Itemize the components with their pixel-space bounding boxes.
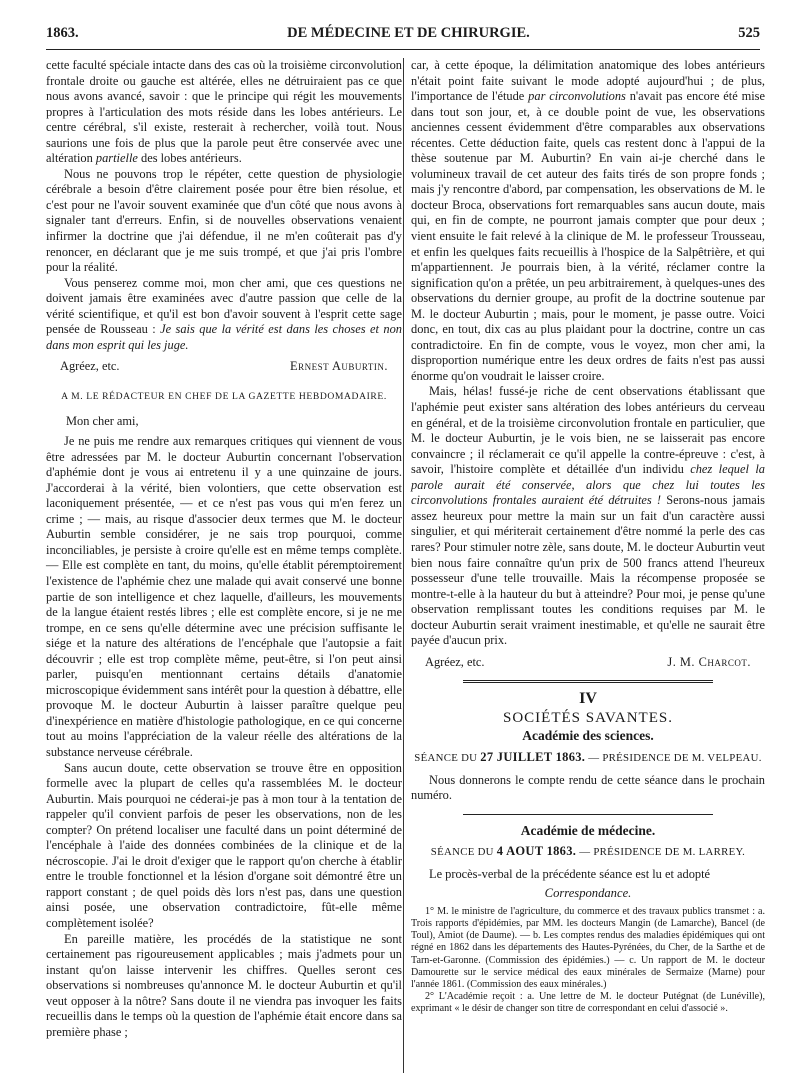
running-header [46, 22, 760, 44]
correspondance-list [411, 906, 765, 1016]
seance-line: SÉANCE DU 27 JUILLET 1863. — PRÉSIDENCE DE M. VELPEAU. [414, 749, 762, 764]
author-name: Ernest Auburtin. [290, 359, 388, 374]
section-rule [463, 680, 713, 683]
correspondance-heading: Correspondance. [544, 886, 632, 901]
letter-heading: A M. LE RÉDACTEUR EN CHEF DE LA GAZETTE HEBDOMADAIRE. [61, 390, 387, 402]
column-divider [403, 58, 404, 1073]
paragraph: cette faculté spéciale intacte dans des cas où la troisième circonvolution frontale droite ou gauche est altérée, elles ne détruiraient pas ce que nous avons avancé, savoir : que le principe qui régit les mouvements propres à l'articulation des mots réside dans les lobes antérieurs. Le centre cérébral, s'il existe, resterait à rechercher, voilà tout. Nous saurions une fois de plus que la parole peut être conservée avec une altération partielle des lobes antérieurs. [46, 58, 402, 166]
signature-charcot [411, 655, 765, 671]
section-number: IV [579, 690, 597, 708]
section-subtitle: Académie des sciences. [522, 728, 654, 744]
paragraph: Nous ne pouvons trop le répéter, cette question de physiologie cérébrale a besoin d'être clairement posée pour être bien résolue, et c'est pour ne l'avoir souvent examinée que d'un côté que nous avons à signaler tant d'erreurs. Enfin, si de nouvelles observations venaient infirmer la doctrine que j'ai défendue, il ne m'en coûterait pas d'y renoncer, en déclarant que je me suis trompé, et que j'ai pris l'ombre pour la réalité. [46, 166, 402, 275]
section-title: SOCIÉTÉS SAVANTES. [503, 709, 673, 726]
signature-auburtin [46, 359, 402, 375]
seance-line: SÉANCE DU 4 AOUT 1863. — PRÉSIDENCE DE M. LARREY. [430, 844, 746, 859]
left-column [46, 58, 402, 1040]
closing: Agréez, etc. [60, 359, 120, 374]
header-title: DE MÉDECINE ET DE CHIRURGIE. [287, 24, 530, 41]
salutation: Mon cher ami, [66, 414, 139, 429]
header-rule [46, 49, 760, 50]
paragraph: Nous donnerons le compte rendu de cette séance dans le prochain numéro. [411, 772, 765, 803]
right-column [411, 58, 765, 1016]
author-name: J. M. Charcot. [667, 654, 751, 669]
list-item: 2° L'Académie reçoit : a. Une lettre de M. le docteur Putégnat (de Lunéville), exprimant « le désir de changer son titre de correspondant en celui d'associé ». [411, 991, 765, 1015]
closing: Agréez, etc. [425, 654, 485, 669]
page-number: 525 [738, 24, 760, 41]
paragraph: Je ne puis me rendre aux remarques critiques qui viennent de vous être adressées par M. le docteur Auburtin concernant l'observation d'aphémie dont je vous ai entretenu il y a une quinzaine de jours. J'accorderai à la vérité, bien volontiers, que cette observation est laconiquement présentée, — et ce n'est pas vous qui m'en ferez un crime ; — mais, au risque d'associer deux termes que M. le docteur Auburtin semble considérer, je ne sais trop pourquoi, comme inconciliables, je persiste à croire qu'elle est en même temps complète. — Elle est complète en tant, du moins, qu'elle établit péremptoirement l'existence de l'aphémie chez une malade qui avait conservé une bonne partie de son intelligence et chez laquelle, d'ailleurs, les mouvements de la langue étaient restés libres ; elle est complète encore, si je ne me trompe, en ce sens qu'elle détermine avec une précision suffisante le siége et la nature des altérations de l'encéphale que l'autopsie a fait découvrir ; elle est trop complète même, peut-être, si l'on peut ainsi parler, puisqu'en mentionnant certains détails d'anatomie microscopique évidemment sans intérêt pour la question à débattre, elle provoque M. le docteur Auburtin à laisser paraître quelque peu d'inexpérience en matière d'histologie pathologique, en ce qui concerne tout au moins l'appréciation de la valeur réelle des altérations de la substance nerveuse cérébrale. [46, 434, 402, 759]
section-subtitle: Académie de médecine. [520, 822, 656, 838]
paragraph: Le procès-verbal de la précédente séance est lu et adopté [429, 866, 711, 881]
paragraph: En pareille matière, les procédés de la statistique ne sont certainement pas rigoureusement applicables ; mais j'admets pour un instant qu'on laisse intervenir les chiffres. Quelles seront ces observations si nombreuses qu'annonce M. le docteur Auburtin et qu'il veut opposer à la nôtre? Sans doute il ne viendra pas invoquer les faits recueillis dans le temps où la question de l'aphémie était encore dans sa première phase ; [46, 931, 402, 1039]
paragraph: Sans aucun doute, cette observation se trouve être en opposition formelle avec la plupart de celles qu'a rassemblées M. le docteur Auburtin. Mais pourquoi ne céderai-je pas à mon tour à la tentation de rappeler qu'il convient parfois de peser les observations, non de les compter? On prétend localiser une faculté dans un point déterminé de l'encéphale à l'aide des données combinées de la clinique et de la nécroscopie. J'ai le droit d'exiger que le rapport qu'on cherche à établir entre le trouble fonctionnel et la lésion d'organe soit démontré être un rapport constant ; de quel poids dès lors n'est pas, dans une question ainsi posée, une observation contradictoire, fût-elle même complètement isolée? [46, 760, 402, 930]
header-year: 1863. [46, 24, 79, 41]
paragraph: Mais, hélas! fussé-je riche de cent observations établissant que l'aphémie peut exister sans altération des lobes antérieurs du cerveau en général, et de la troisième circonvolution frontale en particulier, que M. le docteur Auburtin, je le vois bien, ne se laisserait pas encore convaincre ; il réclamerait ce qu'il appelle la contre-épreuve : c'est, à savoir, l'histoire complète et détaillée d'un individu chez lequel la parole aurait été conservée, alors que chez lui toutes les circonvolutions frontales auraient été détruites ! Serons-nous jamais assez heureux pour mettre la main sur un fait d'un caractère aussi singulier, et qui mériterait certainement d'être nommé la perle des cas rares? Pour stimuler notre zèle, sans doute, M. le docteur Auburtin veut bien nous faire connaître qu'un prix de 500 francs attend l'heureux possesseur d'une telle trouvaille. Mais la récompense proposée se montre-t-elle à la hauteur du but à atteindre? Pour moi, je pense qu'une observation remplissant toutes les conditions requises par M. le docteur Auburtin serait vraiment inestimable, et qu'elle ne saurait être payée d'aucun prix. [411, 384, 765, 648]
paragraph: Vous penserez comme moi, mon cher ami, que ces questions ne doivent jamais être examinées avec d'autre passion que celle de la vérité scientifique, et qu'il est bon d'avoir souvent à l'esprit cette sage pensée de Rousseau : Je sais que la vérité est dans les choses et non dans mon esprit qui les juge. [46, 275, 402, 352]
paragraph: car, à cette époque, la délimitation anatomique des lobes antérieurs n'était point faite suivant le mode adopté aujourd'hui ; de plus, l'importance de l'étude par circonvolutions n'avait pas encore été mise dans tout son jour, et, à ce double point de vue, les observations anciennes cessent évidemment d'être comparables aux observations récentes. Cette déduction faite, quels cas restent donc à l'appui de la thèse soutenue par M. Auburtin? En vain ai-je cherché dans le volumineux travail de cet auteur des faits tirés de son propre fonds ; mais j'y rencontre d'abord, par compensation, les observations de M. le docteur Broca, observations fort remarquables sans aucun doute, mais qui, en fin de compte, ne pourront jamais compter que pour deux ; vient ensuite le fait relevé à la clinique de M. le professeur Trousseau, et enfin les quelques faits recueillis à l'hospice de la Salpêtrière, et qui m'appartiennent. Je pourrais bien, à la vérité, réclamer contre la signification qu'on a prêtée, un peu arbitrairement, à quelques-unes des observations du dernier groupe, au profit de la doctrine soutenue par M. le docteur Auburtin ; mais, pour le moment, je passe outre. Voici donc, en tout, dix cas au plus plaidant pour la doctrine, contre un cas contradictoire. En fin de compte, vous le voyez, mon cher ami, la disproportion numérique entre les deux ordres de faits n'est pas aussi énorme qu'on voudrait le laisser croire. [411, 58, 765, 383]
list-item: 1° M. le ministre de l'agriculture, du commerce et des travaux publics transmet : a. Trois rapports d'épidémies, par MM. les docteurs Mangin (de Lamarche), Bancel (de Toul), Amiot (de Daume). — b. Les comptes rendus des maladies épidémiques qui ont régné en 1862 dans les départements des Hautes-Pyrénées, du Cher, de la Sarthe et de Tarn-et-Garonne. (Commission des épidémies.) — c. Un rapport de M. le docteur Damourette sur le service médical des eaux minérales de Sermaize (Marne) pour l'année 1861. (Commission des eaux minérales.) [411, 905, 765, 991]
section-rule [463, 814, 713, 815]
